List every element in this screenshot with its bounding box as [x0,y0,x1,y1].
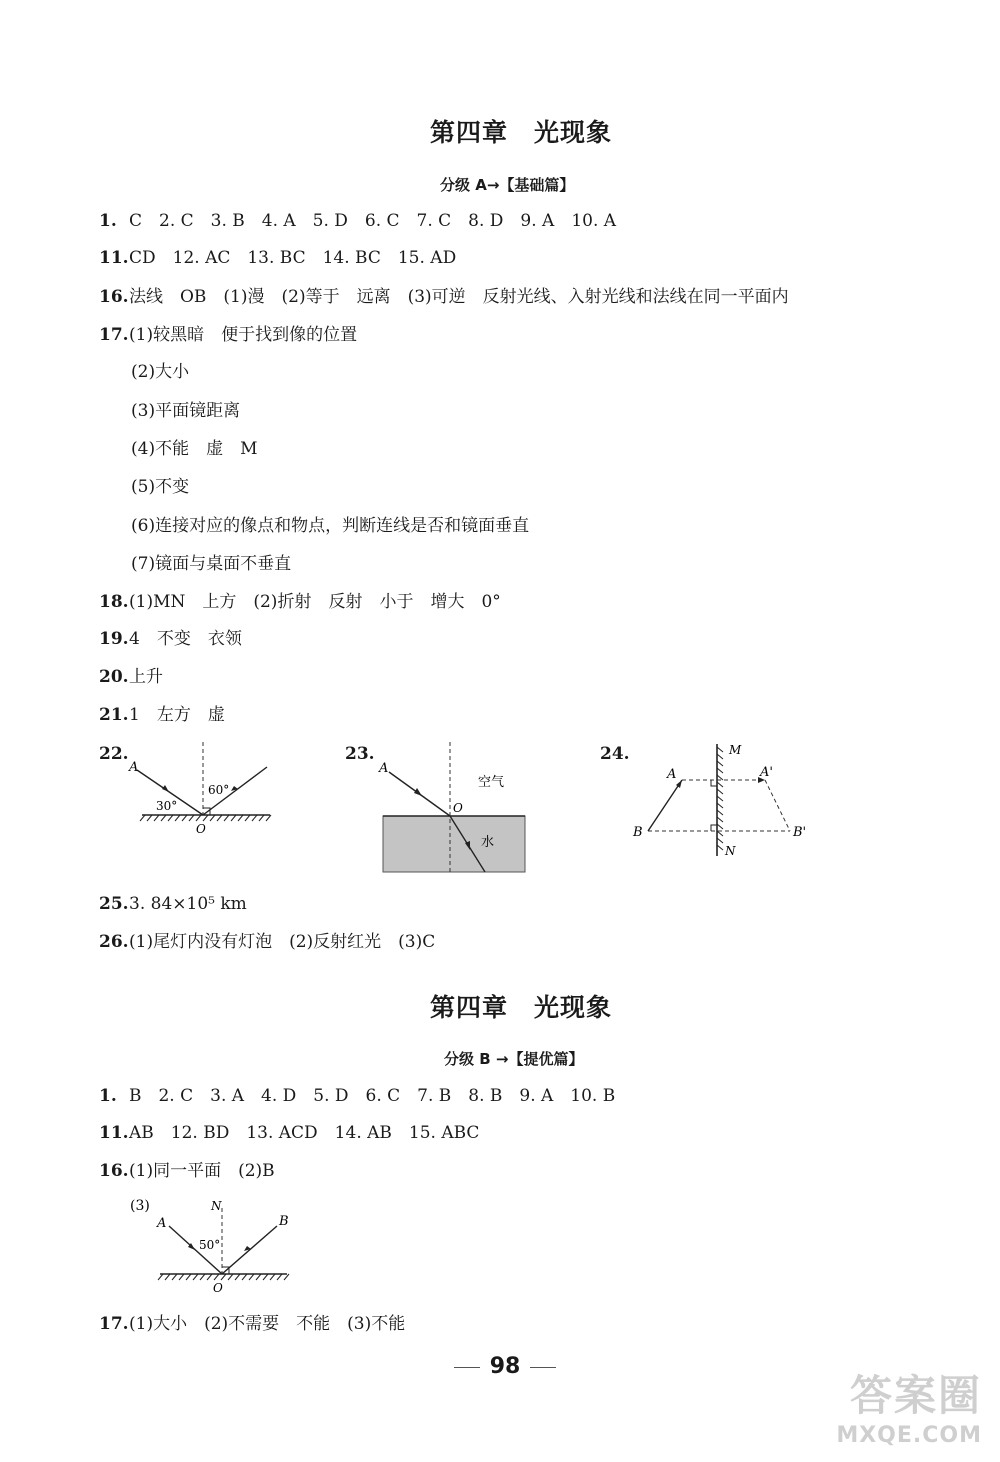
answer-line-20: 20.上升 [99,667,163,687]
refraction-diagram-23 [375,738,535,882]
q17-sub-6: (6)连接对应的像点和物点，判断连线是否和镜面垂直 [131,516,530,536]
q22-number: 22. [99,744,129,764]
reflection-diagram-22 [125,738,285,842]
chapter-title-b: 第四章 光现象 [430,993,613,1022]
q17-sub-7: (7)镜面与桌面不垂直 [131,554,292,574]
answer-line-17: 17.(1)较黑暗 便于找到像的位置 [99,325,358,345]
mirror-image-diagram-24 [625,738,825,867]
label-O: O [196,822,206,836]
label-A: A [157,1216,167,1231]
answer-line-25: 25.3. 84×10⁵ km [99,894,247,914]
answer-line-26: 26.(1)尾灯内没有灯泡 (2)反射红光 (3)C [99,932,436,952]
watermark-site: MXQE.COM [836,1423,982,1448]
label-A-prime: A' [760,765,773,780]
label-N: N [211,1199,222,1213]
answer-line-11-15: 11.CD 12. AC 13. BC 14. BC 15. AD [99,248,457,268]
label-30-deg: 30° [156,799,178,813]
answer-line-b-17: 17.(1)大小 (2)不需要 不能 (3)不能 [99,1314,406,1334]
label-B-prime: B' [793,825,807,840]
page-number: 98 [440,1354,570,1379]
answer-line-1-10: 1. C 2. C 3. B 4. A 5. D 6. C 7. C 8. D 9. A 10. A [99,211,617,231]
label-water: 水 [481,835,495,850]
answer-line-21: 21.1 左方 虚 [99,705,225,725]
label-60-deg: 60° [208,783,230,797]
q24-number: 24. [600,744,630,764]
label-50-deg: 50° [199,1238,221,1252]
level-heading-a: 分级 A→【基础篇】 [440,176,575,194]
label-air: 空气 [478,775,505,790]
label-O: O [453,801,463,815]
watermark [836,1363,982,1448]
answer-line-b-1-10: 1. B 2. C 3. A 4. D 5. D 6. C 7. B 8. B 9. A 10. B [99,1086,616,1106]
answer-line-16: 16.法线 OB (1)漫 (2)等于 远离 (3)可逆 反射光线、入射光线和法线在同一平面内 [99,287,789,307]
label-A: A [379,761,389,776]
answer-line-b-11-15: 11.AB 12. BD 13. ACD 14. AB 15. ABC [99,1123,480,1143]
q17-sub-5: (5)不变 [131,477,190,497]
answer-line-b-16: 16.(1)同一平面 (2)B [99,1161,275,1181]
answer-line-18: 18.(1)MN 上方 (2)折射 反射 小于 增大 0° [99,592,501,612]
q17-sub-4: (4)不能 虚 M [131,439,258,459]
label-N: N [725,844,736,858]
label-A: A [129,760,139,775]
level-heading-b: 分级 B →【提优篇】 [444,1050,584,1068]
chapter-title-a: 第四章 光现象 [430,118,613,147]
label-A: A [667,767,677,782]
label-O: O [213,1281,223,1295]
label-B: B [633,825,643,840]
label-M: M [729,743,742,757]
part-3-label: (3) [130,1198,150,1214]
watermark-logo: 答案圈 [849,1371,982,1420]
label-B: B [279,1214,289,1229]
q23-number: 23. [345,744,375,764]
reflection-diagram-b16 [127,1196,297,1310]
q17-sub-2: (2)大小 [131,362,190,382]
q17-sub-3: (3)平面镜距离 [131,401,241,421]
answer-line-19: 19.4 不变 衣领 [99,629,242,649]
